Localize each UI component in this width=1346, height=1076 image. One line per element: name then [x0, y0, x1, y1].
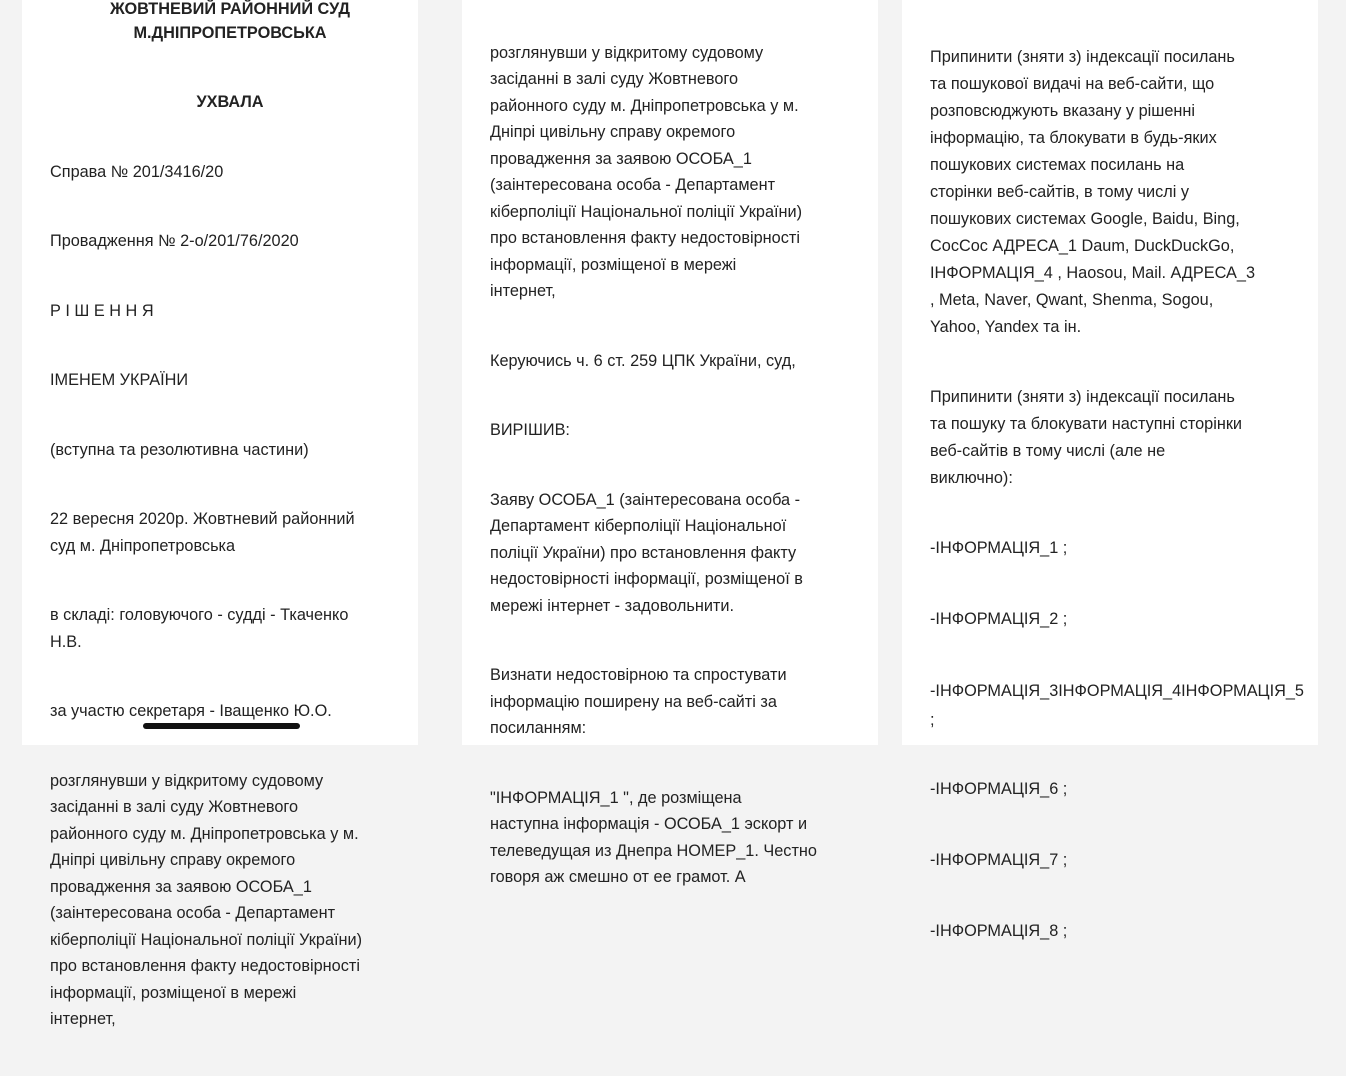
document-type: УХВАЛА	[196, 93, 264, 111]
paragraph: за участю секретаря - Іващенко Ю.О.	[50, 702, 332, 720]
paragraph: Припинити (зняти з) індексації посилань та пошуку та блокувати наступні сторінки веб-сайтів в тому числі (але не виключно):	[930, 387, 1243, 487]
list-item: -ІНФОРМАЦІЯ_2 ;	[930, 609, 1068, 628]
court-title: ЖОВТНЕВИЙ РАЙОННИЙ СУД М.ДНІПРОПЕТРОВСЬКА	[110, 0, 350, 42]
paragraph: в складі: головуючого - судді - Ткаченко Н.В.	[50, 606, 349, 651]
home-indicator	[143, 723, 300, 729]
paragraph: Провадження № 2-о/201/76/2020	[50, 232, 299, 250]
paragraph: Припинити (зняти з) індексації посилань та пошукової видачі на веб-сайти, що розповсюджують вказану у рішенні інформацію, та блокувати в будь-яких пошукових системах посилань на сторінки веб-сайтів, в тому числі у пошукових системах Google, Baidu, Bing, CocCoc АДРЕСА_1 Daum, DuckDuckGo, ІНФОРМАЦІЯ_4 , Haosou, Mail. АДРЕСА_3 , Meta, Naver, Qwant, Shenma, Sogou, Yahoo, Yandex та ін.	[930, 47, 1256, 336]
paragraph: ВИРІШИВ:	[490, 421, 570, 439]
paragraph: Р І Ш Е Н Н Я	[50, 301, 154, 320]
list-item: -ІНФОРМАЦІЯ_1 ;	[930, 538, 1068, 557]
panel-2-text	[490, 13, 870, 934]
list-item: -ІНФОРМАЦІЯ_6 ;	[930, 780, 1068, 798]
panel-1-text	[50, 0, 410, 1076]
paragraph: (вступна та резолютивна частини)	[50, 440, 309, 459]
paragraph: 22 вересня 2020р. Жовтневий районний суд м. Дніпропетровська	[50, 510, 355, 555]
paragraph: розглянувши у відкритому судовому засіданні в залі суду Жовтневого районного суду м. Дніпропетровська у м. Дніпрі цивільну справу окремого провадження за заявою ОСОБА_1 (заінтересована особа - Департамент кіберполіції Національної поліції України) про встановлення факту недостовірності інформації, розміщеної в мережі інтернет,	[490, 43, 803, 300]
paragraph: Заяву ОСОБА_1 (заінтересована особа - Департамент кіберполіції Національної поліції України) про встановлення факту недостовірності інформації, розміщеної в мережі інтернет - задовольнити.	[490, 490, 803, 615]
list-item: -ІНФОРМАЦІЯ_7 ;	[930, 851, 1068, 869]
paragraph: ІМЕНЕМ УКРАЇНИ	[50, 371, 189, 389]
paragraph: Визнати недостовірною та спростувати інформацію поширену на веб-сайті за посиланням:	[490, 666, 787, 737]
list-item: -ІНФОРМАЦІЯ_8 ;	[930, 922, 1068, 940]
paragraph: Справа № 201/3416/20	[50, 162, 224, 181]
paragraph: "ІНФОРМАЦІЯ_1 ", де розміщена наступна інформація - ОСОБА_1 эскорт и телеведущая из Днепра НОМЕР_1. Честно говоря аж смешно от ее грамот. А	[490, 788, 817, 886]
paragraph: Керуючись ч. 6 ст. 259 ЦПК України, суд,	[490, 351, 796, 370]
paragraph: розглянувши у відкритому судовому засіданні в залі суду Жовтневого районного суду м. Дніпропетровська у м. Дніпрі цивільну справу окремого провадження за заявою ОСОБА_1 (заінтересована особа - Департамент кіберполіції Національної поліції України) про встановлення факту недостовірності інформації, розміщеної в мережі інтернет,	[50, 771, 363, 1028]
panel-3-text	[930, 17, 1346, 988]
list-item: -ІНФОРМАЦІЯ_3ІНФОРМАЦІЯ_4ІНФОРМАЦІЯ_5 ;	[930, 681, 1304, 729]
